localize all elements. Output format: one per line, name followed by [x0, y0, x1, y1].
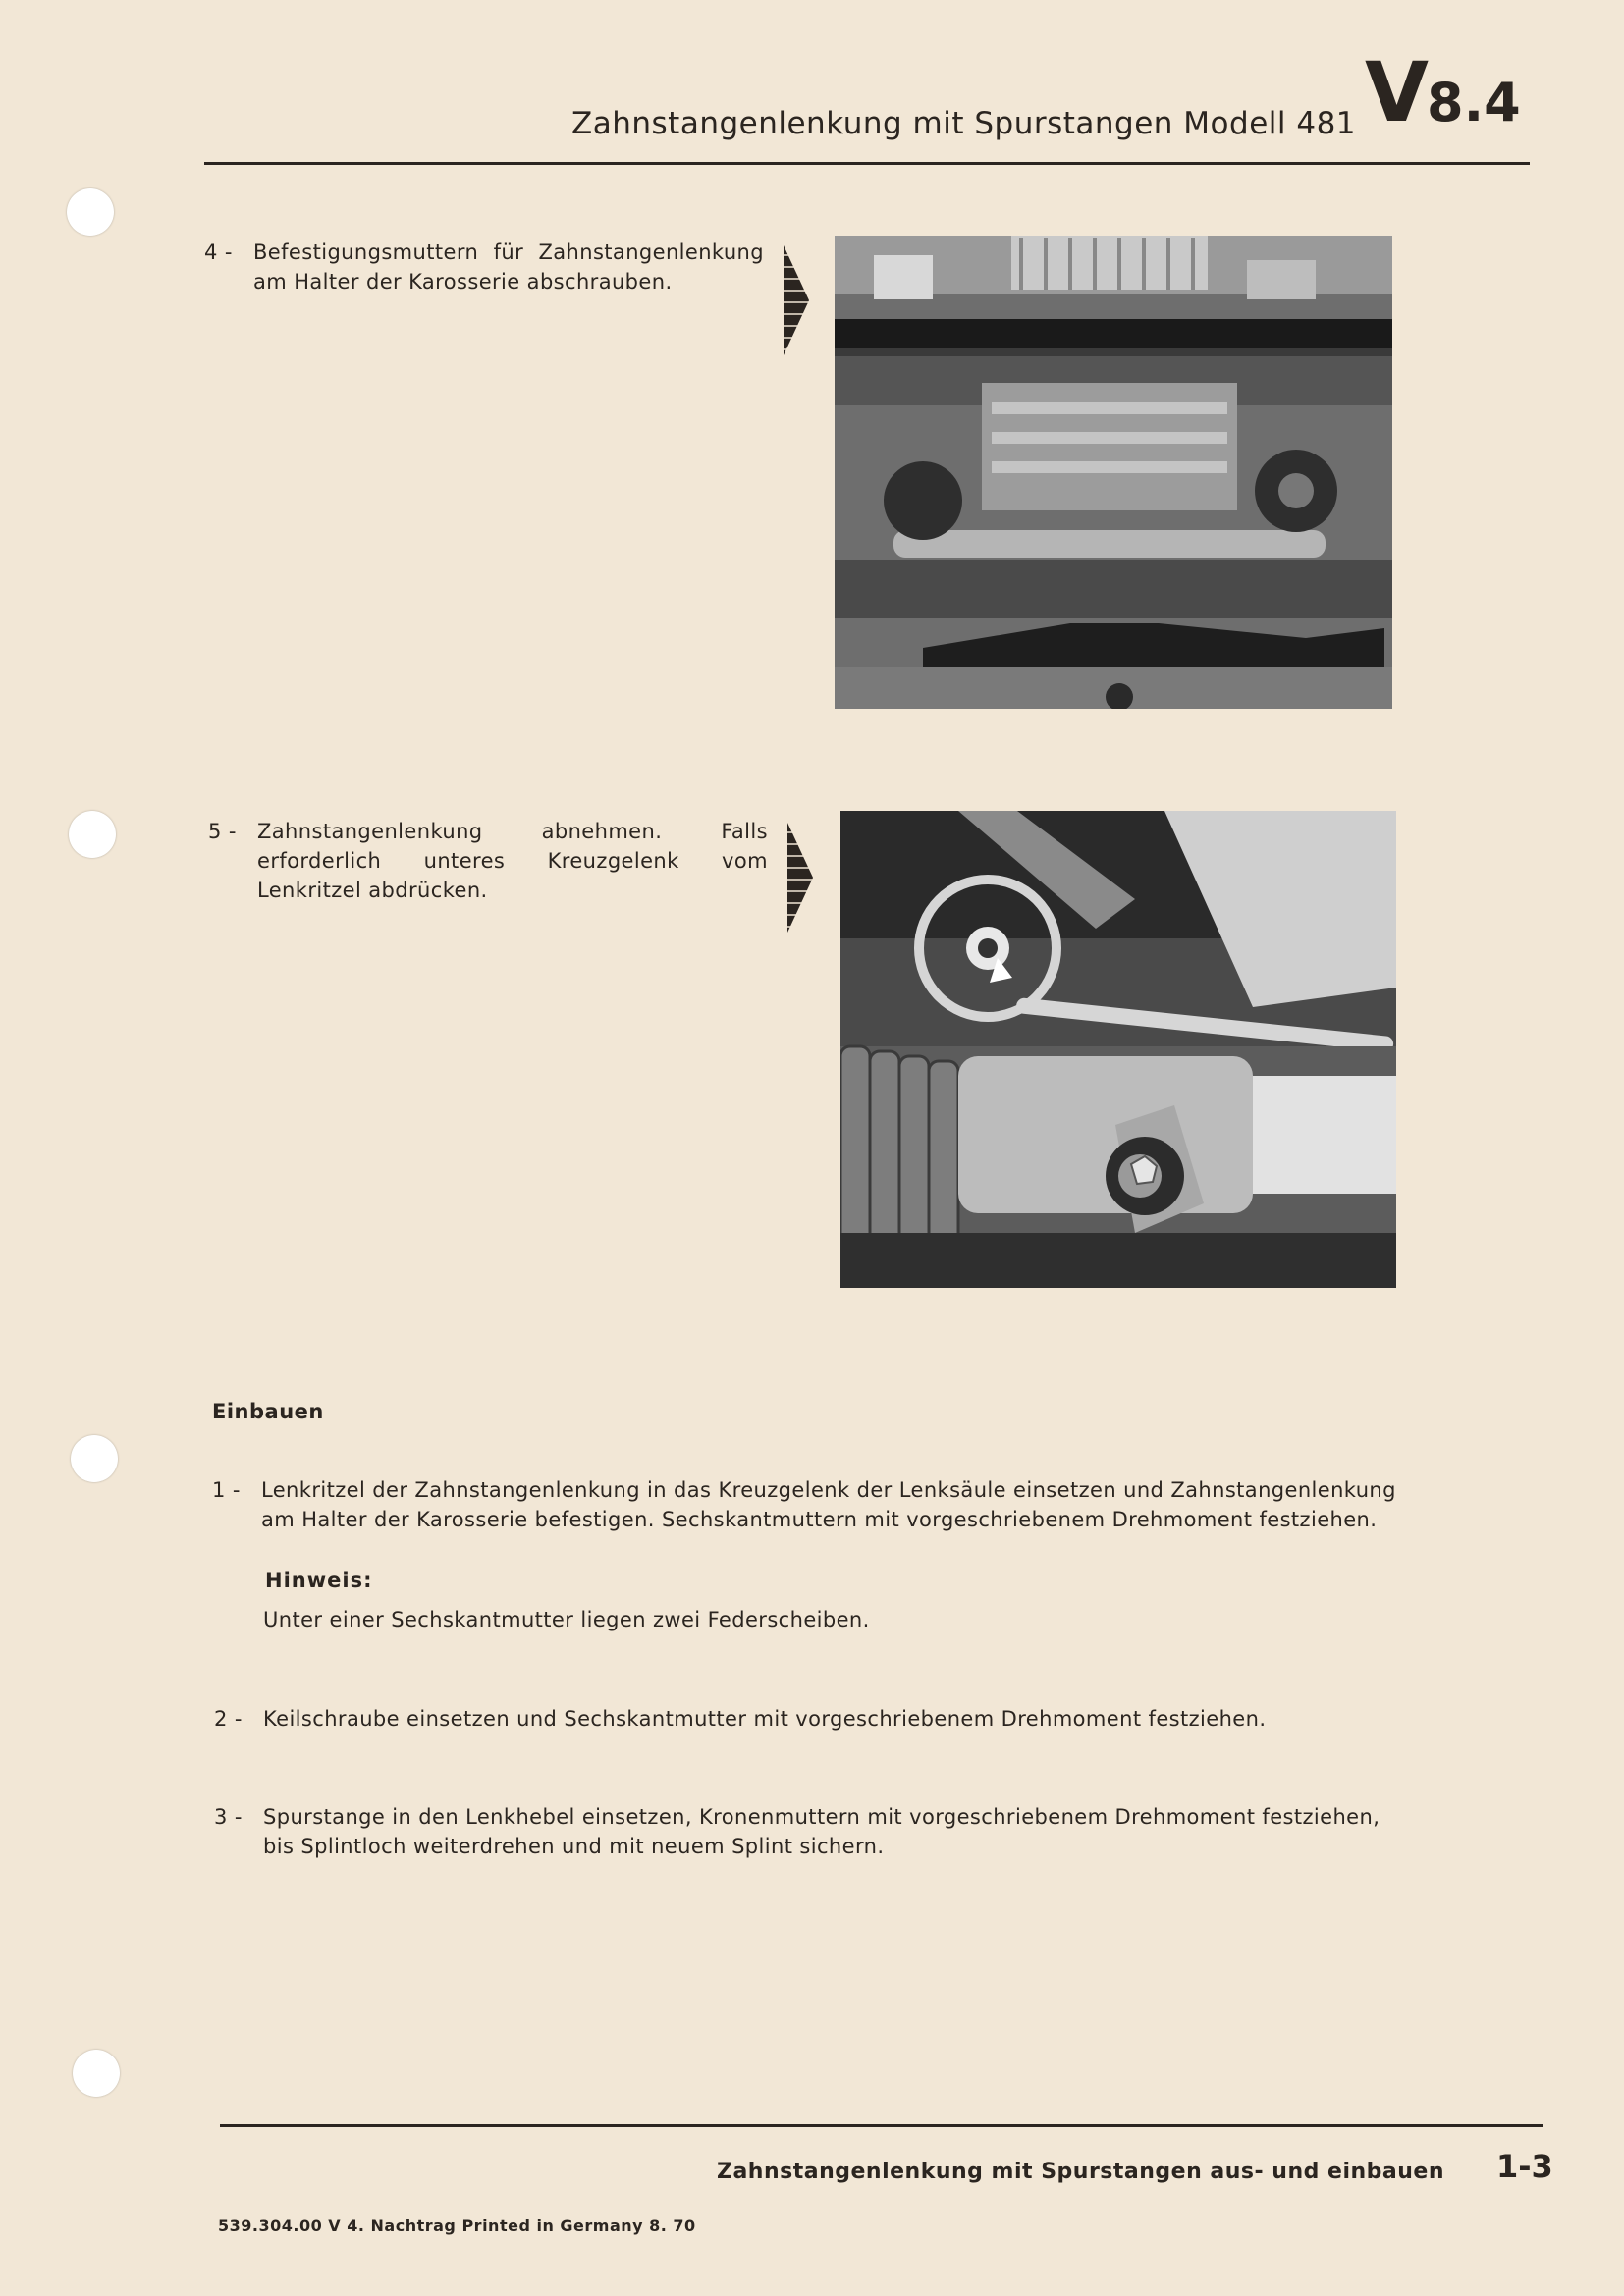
section-heading-installation: Einbauen	[212, 1400, 324, 1423]
step-text: Lenkritzel der Zahnstangenlenkung in das Kreuzgelenk der Lenksäule einsetzen und Zahnstangenlenkung am Halter der Karosserie befestigen. Sechskantmuttern mit vorgeschriebenem Drehmoment festziehen.	[261, 1478, 1396, 1531]
step-number: 1 -	[212, 1478, 241, 1502]
note-text: Unter einer Sechskantmutter liegen zwei Federscheiben.	[263, 1608, 870, 1631]
footer-title: Zahnstangenlenkung mit Spurstangen aus- und einbauen	[717, 2160, 1444, 2184]
note-title: Hinweis:	[265, 1569, 373, 1592]
step-text: Keilschraube einsetzen und Sechskantmutter mit vorgeschriebenem Drehmoment festziehen.	[263, 1707, 1267, 1731]
punch-hole	[73, 2050, 120, 2097]
footer-rule	[220, 2124, 1543, 2127]
arrow-right-icon	[784, 245, 809, 355]
page-title: Zahnstangenlenkung mit Spurstangen Modell 481	[571, 106, 1357, 141]
punch-hole	[69, 811, 116, 858]
section-letter: V	[1365, 44, 1428, 140]
step-number: 5 -	[208, 820, 237, 843]
step-text: Befestigungsmuttern für Zahnstangenlenkung am Halter der Karosserie abschrauben.	[253, 240, 764, 294]
document-id: 539.304.00 V 4. Nachtrag Printed in Germany 8. 70	[218, 2216, 696, 2235]
step-number: 2 -	[214, 1707, 243, 1731]
step-number: 3 -	[214, 1805, 243, 1829]
step-text: Zahnstangenlenkung abnehmen. Falls erforderlich unteres Kreuzgelenk vom Lenkritzel abdrücken.	[257, 820, 768, 902]
step-number: 4 -	[204, 240, 233, 264]
punch-hole	[67, 188, 114, 236]
photo-steering-rack-joint	[840, 811, 1396, 1288]
section-number: 8.4	[1427, 72, 1521, 133]
photo-underbody-mounting	[835, 236, 1392, 709]
install-step-2	[214, 1704, 1422, 1734]
arrow-right-icon	[787, 823, 813, 933]
step-text: Spurstange in den Lenkhebel einsetzen, Kronenmuttern mit vorgeschriebenem Drehmoment festziehen, bis Splintloch weiterdrehen und mit neuem Splint sichern.	[263, 1805, 1380, 1858]
punch-hole	[71, 1435, 118, 1482]
header-rule	[204, 162, 1530, 165]
section-code	[1365, 44, 1521, 140]
page-number: 1-3	[1496, 2148, 1553, 2185]
step-5	[208, 817, 768, 905]
step-4	[204, 238, 764, 296]
install-step-1	[212, 1475, 1420, 1534]
install-step-3	[214, 1802, 1422, 1861]
